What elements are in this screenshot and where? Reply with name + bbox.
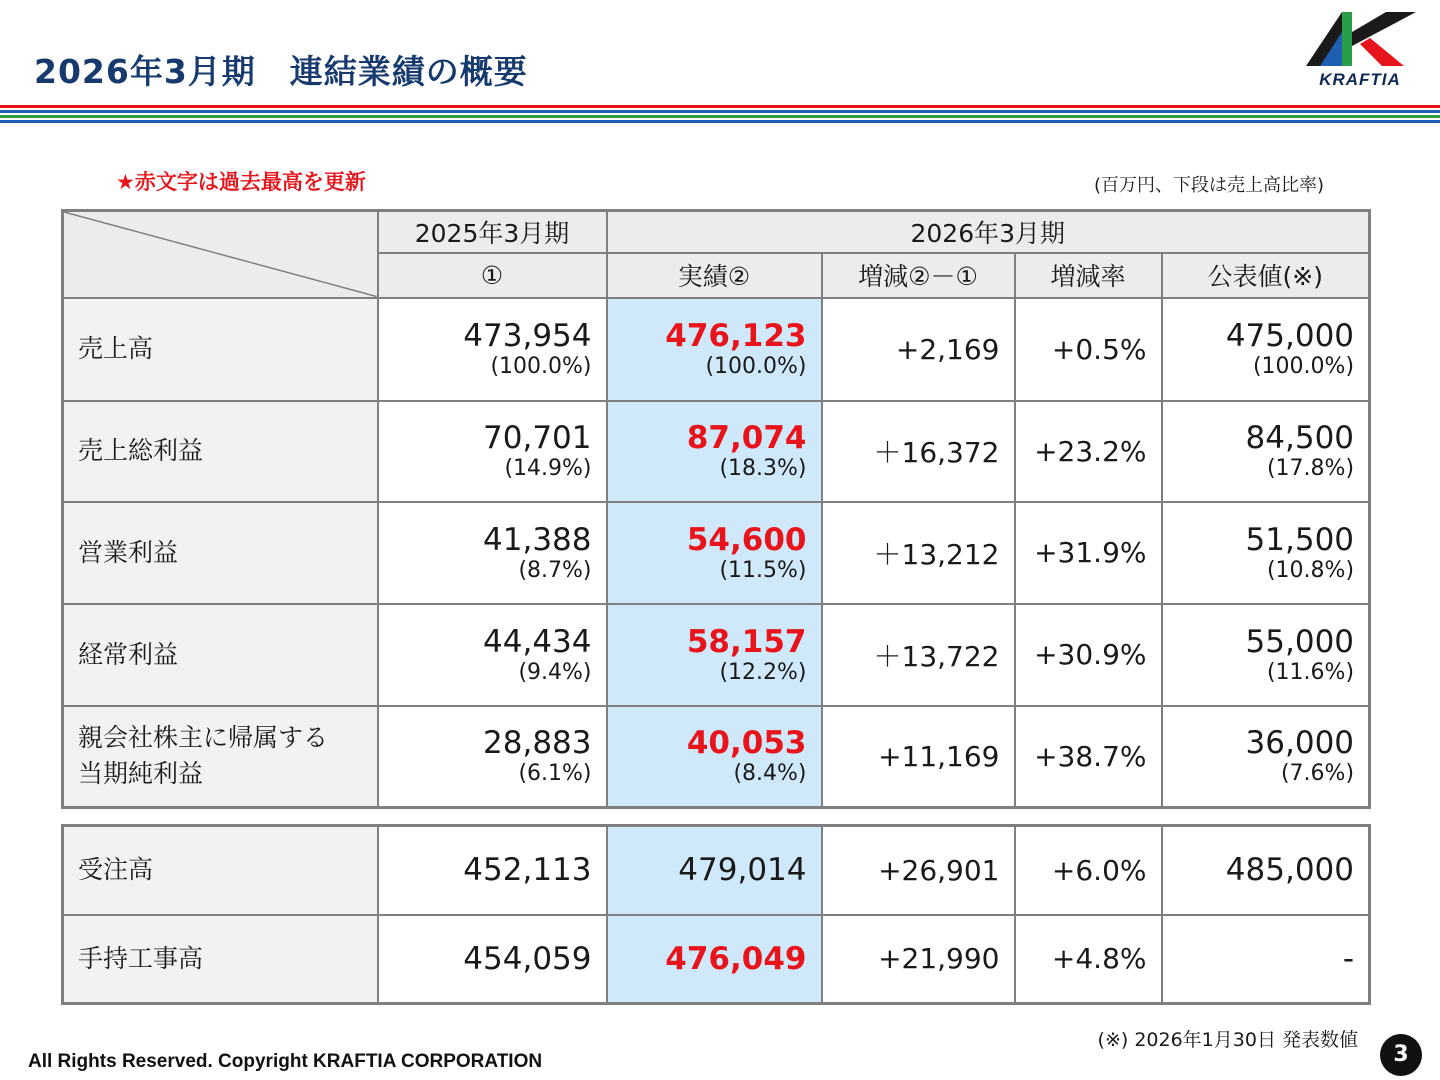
rate-cell: +6.0% — [1015, 826, 1162, 915]
header-actual: 実績② — [607, 253, 822, 298]
forecast-cell: 84,500 (17.8%) — [1162, 401, 1370, 502]
table-row — [63, 915, 1370, 1004]
rate-cell: +23.2% — [1015, 401, 1162, 502]
diff-cell: ＋16,372 — [822, 401, 1015, 502]
row-label: 営業利益 — [63, 502, 378, 604]
table-row — [63, 401, 1370, 502]
units-note: (百万円、下段は売上高比率) — [1093, 175, 1324, 196]
prev-cell: 473,954 (100.0%) — [378, 298, 607, 401]
table-row — [63, 604, 1370, 706]
rate-cell: +38.7% — [1015, 706, 1162, 808]
row-label: 親会社株主に帰属する 当期純利益 — [63, 706, 378, 808]
prev-cell: 44,434 (9.4%) — [378, 604, 607, 706]
diff-cell: +21,990 — [822, 915, 1015, 1004]
forecast-cell: 475,000 (100.0%) — [1162, 298, 1370, 401]
diff-cell: +26,901 — [822, 826, 1015, 915]
copyright: All Rights Reserved. Copyright KRAFTIA CORPORATION — [28, 1051, 543, 1072]
logo-text: KRAFTIA — [1319, 70, 1401, 89]
header-forecast: 公表値(※) — [1162, 253, 1370, 298]
record-note: ★赤文字は過去最高を更新 — [116, 170, 366, 194]
header-prev-year: 2025年3月期 — [378, 211, 607, 253]
table-row — [63, 826, 1370, 915]
forecast-cell: 55,000 (11.6%) — [1162, 604, 1370, 706]
header-rate: 増減率 — [1015, 253, 1162, 298]
orders-table — [61, 824, 1371, 1005]
rate-cell: +30.9% — [1015, 604, 1162, 706]
prev-cell: 28,883 (6.1%) — [378, 706, 607, 808]
row-label: 売上高 — [63, 298, 378, 401]
forecast-cell: 51,500 (10.8%) — [1162, 502, 1370, 604]
header-prev-marker: ① — [378, 253, 607, 298]
row-label: 売上総利益 — [63, 401, 378, 502]
rate-cell: +4.8% — [1015, 915, 1162, 1004]
forecast-cell: 485,000 — [1162, 826, 1370, 915]
forecast-cell: 36,000 (7.6%) — [1162, 706, 1370, 808]
table-row — [63, 502, 1370, 604]
row-label: 受注高 — [63, 826, 378, 915]
row-label: 手持工事高 — [63, 915, 378, 1004]
diff-cell: +11,169 — [822, 706, 1015, 808]
prev-cell: 70,701 (14.9%) — [378, 401, 607, 502]
diff-cell: +2,169 — [822, 298, 1015, 401]
page-title: 2026年3月期 連結業績の概要 — [34, 52, 528, 91]
actual-cell: 476,049 — [607, 915, 822, 1004]
forecast-cell: - — [1162, 915, 1370, 1004]
actual-cell: 476,123 (100.0%) — [607, 298, 822, 401]
header-diff: 増減②－① — [822, 253, 1015, 298]
forecast-footnote: (※) 2026年1月30日 発表数値 — [1097, 1029, 1358, 1051]
actual-cell: 54,600 (11.5%) — [607, 502, 822, 604]
actual-cell: 40,053 (8.4%) — [607, 706, 822, 808]
results-table — [61, 209, 1371, 809]
header-current-year: 2026年3月期 — [607, 211, 1370, 253]
actual-cell: 87,074 (18.3%) — [607, 401, 822, 502]
row-label: 経常利益 — [63, 604, 378, 706]
diff-cell: ＋13,722 — [822, 604, 1015, 706]
actual-cell: 479,014 — [607, 826, 822, 915]
rate-cell: +31.9% — [1015, 502, 1162, 604]
prev-cell: 454,059 — [378, 915, 607, 1004]
page-number: 3 — [1380, 1034, 1422, 1076]
rate-cell: +0.5% — [1015, 298, 1162, 401]
diff-cell: ＋13,212 — [822, 502, 1015, 604]
corner-cell — [63, 211, 378, 298]
actual-cell: 58,157 (12.2%) — [607, 604, 822, 706]
header-divider — [0, 105, 1440, 125]
table-row — [63, 298, 1370, 401]
prev-cell: 452,113 — [378, 826, 607, 915]
prev-cell: 41,388 (8.7%) — [378, 502, 607, 604]
table-row — [63, 706, 1370, 808]
